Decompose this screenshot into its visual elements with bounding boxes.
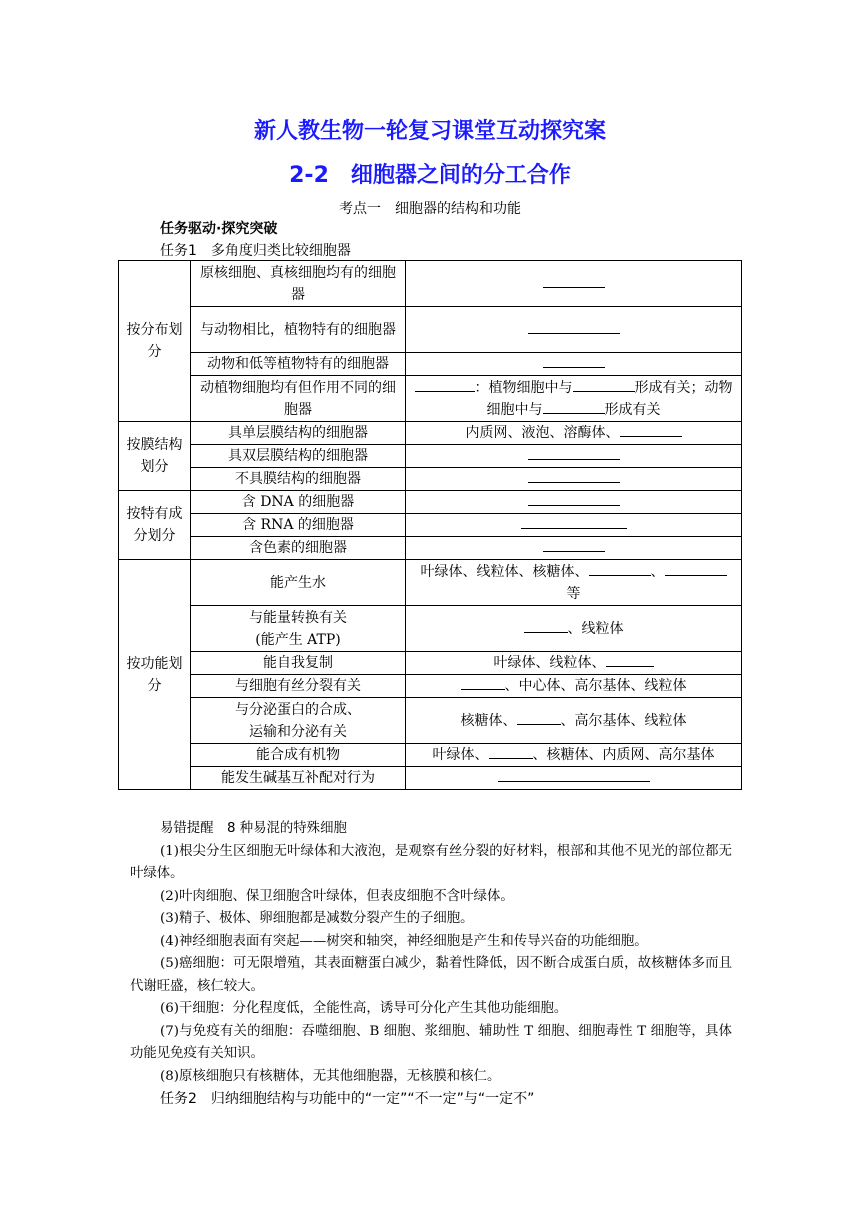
table-row: [119, 537, 742, 560]
notes-section: [130, 818, 732, 1111]
note-item: (1)根尖分生区细胞无叶绿体和大液泡，是观察有丝分裂的好材料，根部和其他不见光的部位都无叶绿体。: [130, 843, 732, 881]
answer-cell: [406, 514, 742, 537]
table-row: [119, 514, 742, 537]
note-item: (2)叶肉细胞、保卫细胞含叶绿体，但表皮细胞不含叶绿体。: [160, 888, 514, 904]
answer-blank[interactable]: [543, 274, 605, 288]
task2-heading: 任务2 归纳细胞结构与功能中的“一定”“不一定”与“一定不”: [160, 1091, 535, 1107]
answer-blank[interactable]: [521, 515, 627, 529]
answer-blank[interactable]: [543, 354, 605, 368]
answer-text: 等: [566, 585, 581, 602]
table-row: [119, 744, 742, 767]
answer-text: 、中心体、高尔基体、线粒体: [504, 678, 687, 694]
answer-blank[interactable]: [415, 378, 475, 392]
table-row: [119, 606, 742, 652]
answer-blank[interactable]: [517, 711, 561, 725]
answer-text: 叶绿体、线粒体、: [493, 655, 606, 671]
note-item: (8)原核细胞只有核糖体，无其他细胞器，无核膜和核仁。: [160, 1068, 501, 1084]
row-label: 与动物相比，植物特有的细胞器: [191, 307, 406, 353]
group-label: 按功能划分: [119, 560, 191, 790]
answer-cell: [406, 422, 742, 445]
row-label: 能自我复制: [191, 652, 406, 675]
table-row: [119, 491, 742, 514]
answer-blank[interactable]: [543, 400, 605, 414]
row-label: 与分泌蛋白的合成、 运输和分泌有关: [191, 698, 406, 744]
group-label: 按特有成分划分: [119, 491, 191, 560]
answer-text: 、核糖体、内质网、高尔基体: [532, 747, 715, 763]
row-label: 动物和低等植物特有的细胞器: [191, 353, 406, 376]
answer-blank[interactable]: [489, 745, 533, 759]
row-label: 与细胞有丝分裂有关: [191, 675, 406, 698]
table-row: [119, 261, 742, 307]
answer-cell: [406, 652, 742, 675]
task1-heading: 任务1 多角度归类比较细胞器: [160, 243, 351, 259]
answer-cell: [406, 307, 742, 353]
organelle-classification-table: [118, 260, 742, 790]
answer-blank[interactable]: [524, 619, 568, 633]
group-label: 按分布划分: [119, 261, 191, 422]
answer-cell: [406, 376, 742, 422]
row-label: 具双层膜结构的细胞器: [191, 445, 406, 468]
answer-text: 形成有关: [604, 401, 661, 418]
note-item: (4)神经细胞表面有突起——树突和轴突，神经细胞是产生和传导兴奋的功能细胞。: [160, 933, 648, 949]
answer-text: 叶绿体、线粒体、核糖体、: [420, 563, 589, 580]
section-heading: 任务驱动·探究突破: [160, 221, 278, 237]
answer-blank[interactable]: [589, 562, 651, 576]
answer-text: ：植物细胞中与: [474, 379, 573, 396]
table-row: [119, 353, 742, 376]
answer-blank[interactable]: [573, 378, 635, 392]
table-row: [119, 445, 742, 468]
answer-blank[interactable]: [606, 653, 654, 667]
answer-blank[interactable]: [528, 469, 620, 483]
answer-blank[interactable]: [528, 446, 620, 460]
row-label: 含色素的细胞器: [191, 537, 406, 560]
answer-cell: [406, 491, 742, 514]
answer-cell: [406, 261, 742, 307]
table-row: [119, 560, 742, 606]
answer-cell: [406, 744, 742, 767]
answer-text: 、: [650, 563, 665, 580]
answer-cell: [406, 698, 742, 744]
answer-blank[interactable]: [528, 320, 620, 334]
notes-heading: 易错提醒 8 种易混的特殊细胞: [160, 821, 347, 836]
row-label: 原核细胞、真核细胞均有的细胞器: [191, 261, 406, 307]
note-item: (3)精子、极体、卵细胞都是减数分裂产生的子细胞。: [160, 911, 474, 926]
answer-cell: [406, 767, 742, 790]
answer-text: 、高尔基体、线粒体: [560, 712, 687, 729]
row-label: 具单层膜结构的细胞器: [191, 422, 406, 445]
table-row: [119, 767, 742, 790]
answer-text: 、线粒体: [567, 620, 624, 637]
answer-text: 叶绿体、: [432, 747, 489, 763]
answer-text: 内质网、液泡、溶酶体、: [465, 425, 620, 441]
note-item: (7)与免疫有关的细胞：吞噬细胞、B 细胞、浆细胞、辅助性 T 细胞、细胞毒性 T 细胞等，具体功能见免疫有关知识。: [130, 1023, 732, 1061]
answer-cell: [406, 606, 742, 652]
row-label: 能合成有机物: [191, 744, 406, 767]
answer-blank[interactable]: [461, 676, 505, 690]
row-label: 含 RNA 的细胞器: [191, 514, 406, 537]
group-label: 按膜结构划分: [119, 422, 191, 491]
table-row: [119, 376, 742, 422]
answer-text: 形成有关；动物细胞中与: [486, 379, 733, 418]
row-label: 不具膜结构的细胞器: [191, 468, 406, 491]
answer-cell: [406, 445, 742, 468]
answer-cell: [406, 537, 742, 560]
answer-blank[interactable]: [528, 492, 620, 506]
row-label: 含 DNA 的细胞器: [191, 491, 406, 514]
table-row: [119, 307, 742, 353]
answer-cell: [406, 675, 742, 698]
note-item: (6)干细胞：分化程度低，全能性高，诱导可分化产生其他功能细胞。: [160, 1001, 568, 1016]
row-label: 能发生碱基互补配对行为: [191, 767, 406, 790]
answer-blank[interactable]: [665, 562, 727, 576]
row-label: 与能量转换有关 (能产生 ATP): [191, 606, 406, 652]
table-row: [119, 652, 742, 675]
table-row: [119, 422, 742, 445]
kaodian-heading: 考点一 细胞器的结构和功能: [339, 201, 521, 217]
row-label: 动植物细胞均有但作用不同的细胞器: [191, 376, 406, 422]
table-row: [119, 698, 742, 744]
row-label: 能产生水: [191, 560, 406, 606]
table-row: [119, 675, 742, 698]
table-row: [119, 468, 742, 491]
answer-cell: [406, 560, 742, 606]
answer-text: 核糖体、: [460, 712, 517, 729]
document-subtitle: 2-2 细胞器之间的分工合作: [289, 163, 571, 188]
answer-blank[interactable]: [543, 538, 605, 552]
answer-cell: [406, 468, 742, 491]
answer-blank[interactable]: [498, 768, 650, 782]
document-title: 新人教生物一轮复习课堂互动探究案: [253, 119, 606, 144]
answer-cell: [406, 353, 742, 376]
answer-blank[interactable]: [620, 423, 682, 437]
note-item: (5)癌细胞：可无限增殖，其表面糖蛋白减少，黏着性降低，因不断合成蛋白质，故核糖体多而且代谢旺盛，核仁较大。: [130, 956, 732, 994]
